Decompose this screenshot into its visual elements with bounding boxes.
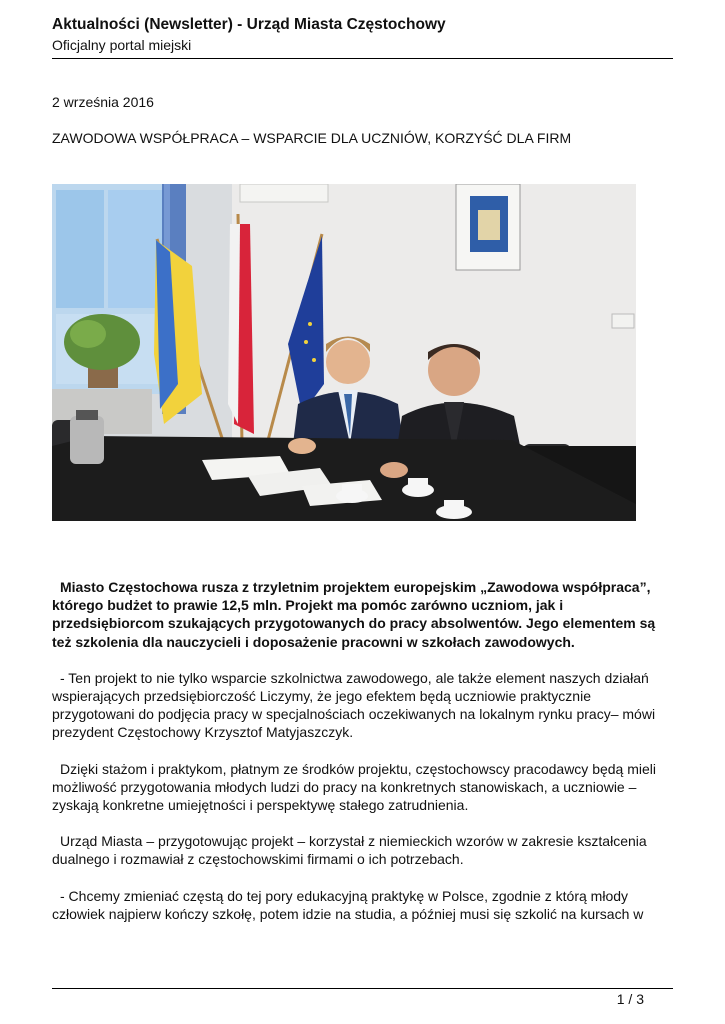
page-number: 1 / 3 [616, 991, 644, 1007]
site-subtitle: Oficjalny portal miejski [52, 37, 192, 53]
article-headline: ZAWODOWA WSPÓŁPRACA – WSPARCIE DLA UCZNIÓW, KORZYŚĆ DLA FIRM [52, 130, 572, 146]
article-photo [52, 184, 636, 521]
article-paragraph: - Ten projekt to nie tylko wsparcie szkolnictwa zawodowego, ale także element naszych działań wspierających przedsiębiorczość Liczymy, że jego efektem będą uczniowie praktycznie przygotowani do podjęcia pracy w specjalnościach oczekiwanych na lokalnym rynku pracy– mówi prezydent Częstochowy Krzysztof Matyjaszczyk. [52, 669, 656, 741]
article-paragraph: Dzięki stażom i praktykom, płatnym ze środków projektu, częstochowscy pracodawcy będą mieli możliwość przygotowania młodych ludzi do pracy na konkretnych stanowiskach, a uczniowie – zyskają konkretne umiejętności i perspektywę stałego zatrudnienia. [52, 760, 657, 814]
article-lead-paragraph: Miasto Częstochowa rusza z trzyletnim projektem europejskim „Zawodowa współpraca”, którego budżet to prawie 12,5 mln. Projekt ma pomóc zarówno uczniom, jak i przedsiębiorcom szukających przygotowanych do pracy absolwentów. Jego elementem są też szkolenia dla nauczycieli i doposażenie pracowni w szkołach zawodowych. [52, 579, 656, 650]
article-paragraph: Urząd Miasta – przygotowując projekt – korzystał z niemieckich wzorów w zakresie kształcenia dualnego i rozmawiał z częstochowskimi firmami o ich potrzebach. [52, 833, 647, 868]
article-paragraph: - Chcemy zmieniać częstą do tej pory edukacyjną praktykę w Polsce, zgodnie z którą młody człowiek najpierw kończy szkołę, potem idzie na studia, a później musi się szkolić na kursach w [52, 887, 644, 922]
footer-divider [52, 988, 673, 989]
header-divider [52, 58, 673, 59]
article-body [52, 578, 673, 941]
site-title: Aktualności (Newsletter) - Urząd Miasta Częstochowy [52, 16, 446, 33]
article-date: 2 września 2016 [52, 94, 154, 110]
